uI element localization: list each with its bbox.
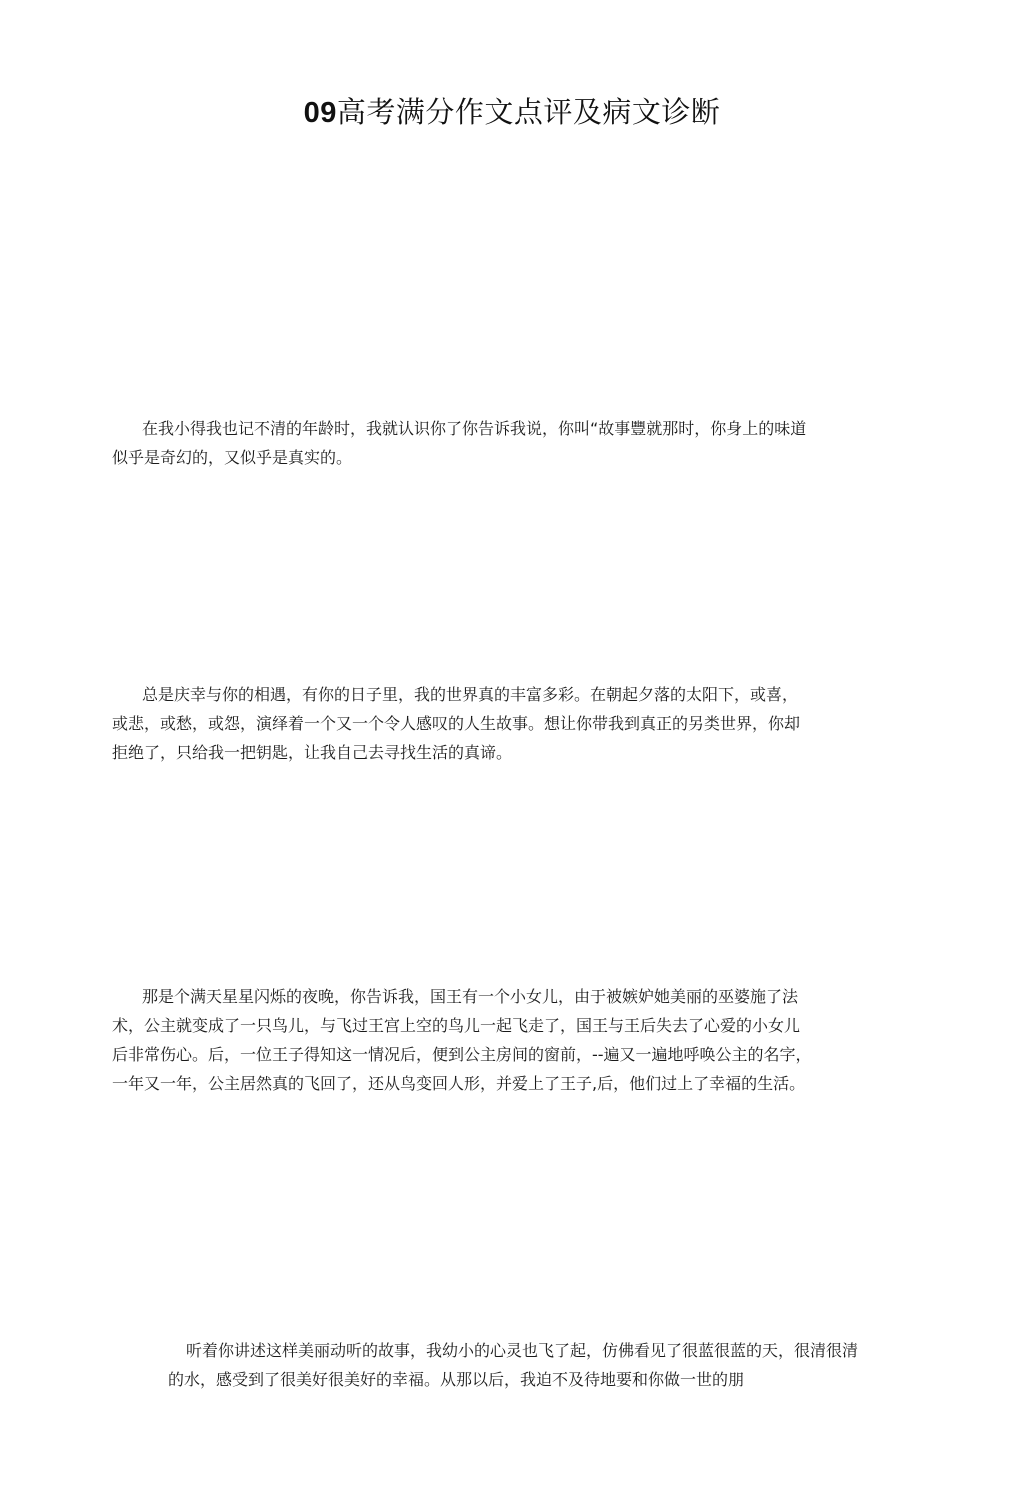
paragraph-2: 总是庆幸与你的相遇，有你的日子里，我的世界真的丰富多彩。在朝起夕落的太阳下，或喜，或悲，或愁，或怨，演绎着一个又一个令人感叹的人生故事。想让你带我到真正的另类世界，你却拒绝了，只给我一把钥匙，让我自己去寻找生活的真谛。 — [112, 685, 801, 762]
paragraph-1: 在我小得我也记不清的年龄时，我就认识你了你告诉我说，你叫“故事豐就那时，你身上的味道似乎是奇幻的，又似乎是真实的。 — [112, 419, 807, 467]
title-text: 高考满分作文点评及病文诊断 — [336, 95, 721, 129]
title-number: 09 — [303, 97, 337, 129]
paragraph-4: 听着你讲述这样美丽动听的故事，我幼小的心灵也飞了起，仿佛看见了很蓝很蓝的天，很清很清的水，感受到了很美好很美好的幸福。从那以后，我迫不及待地要和你做一世的朋 — [168, 1341, 859, 1389]
document-title — [0, 92, 1024, 133]
paragraph-3: 那是个满天星星闪烁的夜晚，你告诉我，国王有一个小女儿，由于被嫉妒她美丽的巫婆施了法术，公主就变成了一只鸟儿，与飞过王宫上空的鸟儿一起飞走了，国王与王后失去了心爱的小女儿后非常伤心。后，一位王子得知这一情况后，便到公主房间的窗前，--遍又一遍地呼唤公主的名字，一年又一年，公主居然真的飞回了，还从鸟变回人形，并爱上了王子,后，他们过上了幸福的生活。 — [112, 987, 812, 1093]
